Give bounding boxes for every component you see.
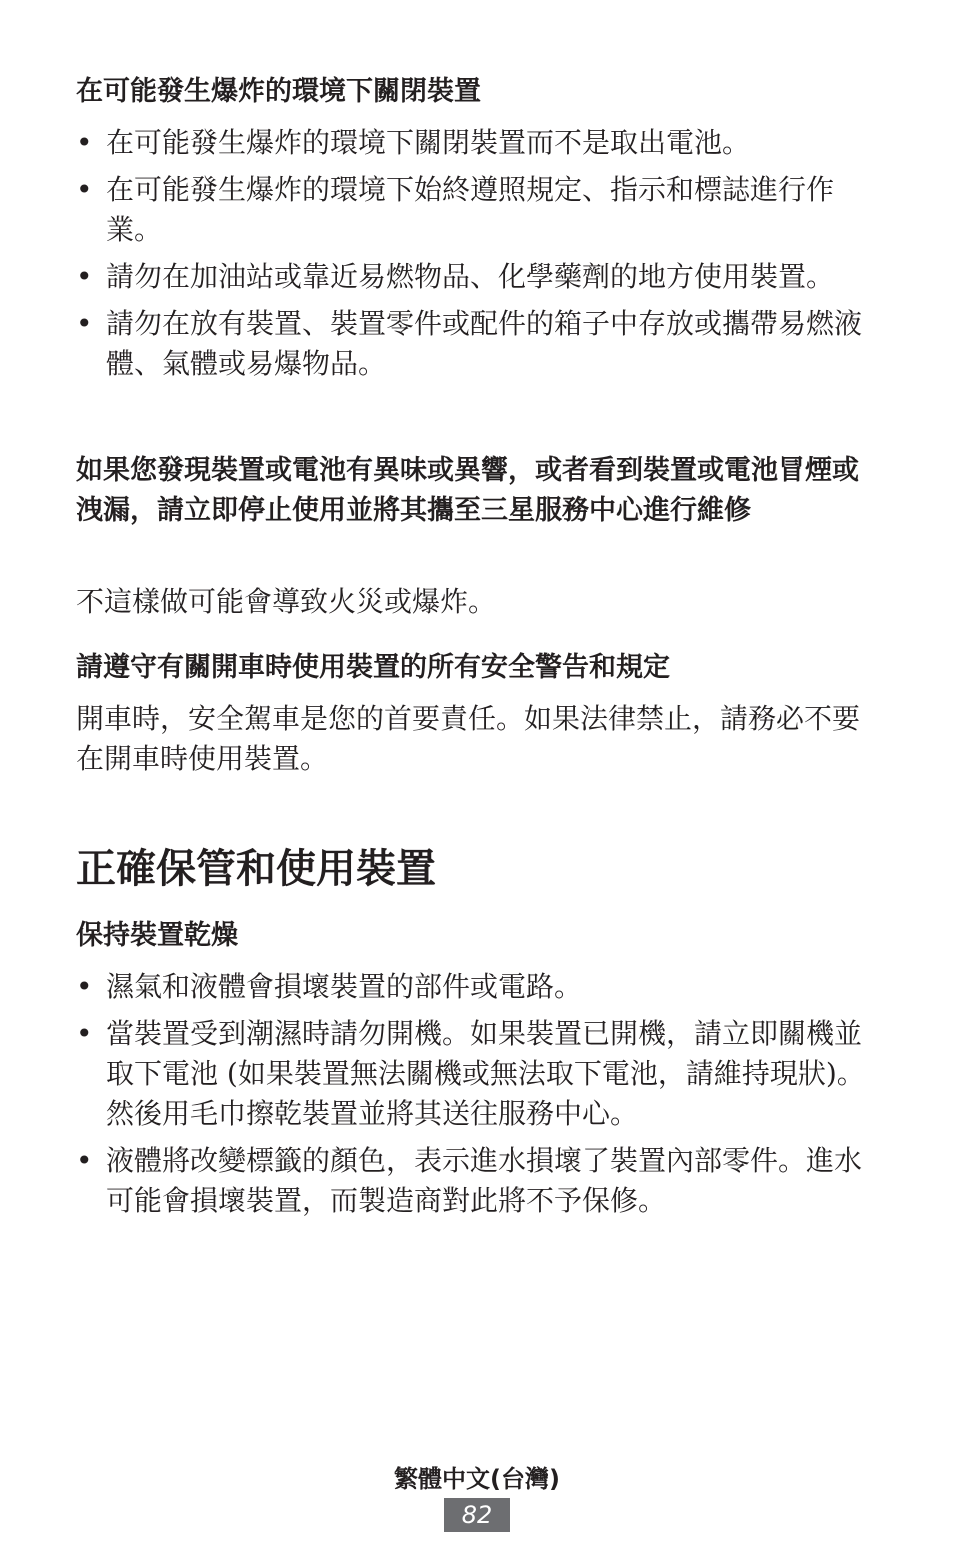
list-item-text: 請勿在放有裝置、裝置零件或配件的箱子中存放或攜帶易燃液體、氣體或易爆物品。 [106, 307, 863, 380]
section-heading-driving: 請遵守有關開車時使用裝置的所有安全警告和規定 [76, 652, 670, 683]
section-body-driving: 開車時，安全駕車是您的首要責任。如果法律禁止，請務必不要在開車時使用裝置。 [76, 702, 861, 775]
bullet-list-explosive-env [76, 123, 876, 391]
footer-language-label: 繁體中文(台灣) [394, 1465, 560, 1493]
bullet-list-keep-dry [76, 967, 876, 1228]
bullet-icon: • [76, 126, 93, 159]
list-item-text: 液體將改變標籤的顏色，表示進水損壞了裝置內部零件。進水可能會損壞裝置，而製造商對此將不予保修。 [106, 1144, 863, 1217]
bullet-icon: • [76, 173, 93, 206]
section-heading-keep-dry: 保持裝置乾燥 [76, 920, 238, 951]
bullet-icon: • [76, 970, 93, 1003]
bullet-icon: • [76, 307, 93, 340]
bullet-icon: • [76, 1144, 93, 1177]
list-item [76, 123, 876, 163]
list-item [76, 1141, 876, 1221]
bullet-icon: • [76, 1017, 93, 1050]
section-heading-explosive-env: 在可能發生爆炸的環境下關閉裝置 [76, 76, 481, 107]
list-item [76, 257, 876, 297]
page-number-badge: 82 [444, 1498, 510, 1532]
list-item [76, 967, 876, 1007]
list-item-text: 濕氣和液體會損壞裝置的部件或電路。 [106, 970, 583, 1003]
section-body-odor-smoke: 不這樣做可能會導致火災或爆炸。 [76, 585, 497, 618]
list-item-text: 在可能發生爆炸的環境下關閉裝置而不是取出電池。 [106, 126, 751, 159]
list-item-text: 請勿在加油站或靠近易燃物品、化學藥劑的地方使用裝置。 [106, 260, 835, 293]
list-item-text: 在可能發生爆炸的環境下始終遵照規定、指示和標誌進行作業。 [106, 173, 835, 246]
list-item [76, 1014, 876, 1134]
list-item-text: 當裝置受到潮濕時請勿開機。如果裝置已開機，請立即關機並取下電池 (如果裝置無法關機或無法取下電池，請維持現狀)。然後用毛巾擦乾裝置並將其送往服務中心。 [106, 1017, 865, 1130]
list-item [76, 304, 876, 384]
section-heading-odor-smoke: 如果您發現裝置或電池有異味或異響，或者看到裝置或電池冒煙或洩漏，請立即停止使用並將其攜至三星服務中心進行維修 [76, 455, 859, 526]
page-footer [0, 1462, 954, 1532]
bullet-icon: • [76, 260, 93, 293]
list-item [76, 170, 876, 250]
chapter-title: 正確保管和使用裝置 [76, 846, 436, 892]
